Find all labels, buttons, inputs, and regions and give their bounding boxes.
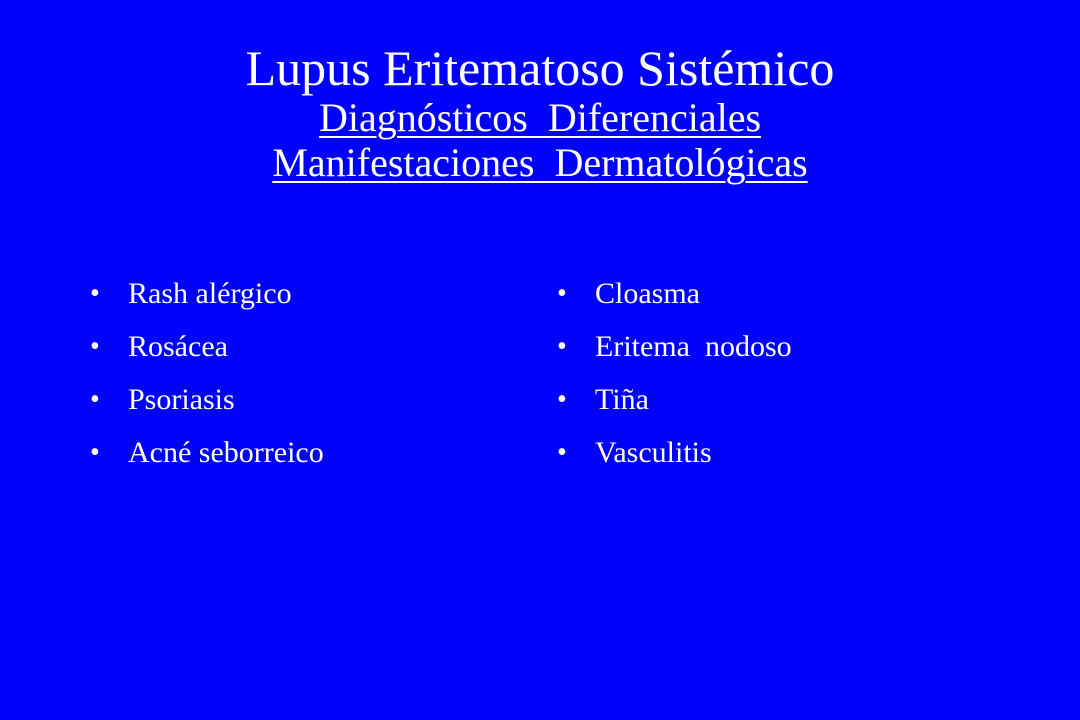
bullet-icon: • [557,278,567,309]
list-item [557,376,792,429]
bullet-icon: • [90,437,100,468]
list-item [90,270,324,323]
left-bullet-list [90,270,324,482]
slide-title: Lupus Eritematoso Sistémico [245,40,835,96]
list-item-text: Psoriasis [128,383,235,416]
subtitle-line-2: Manifestaciones Dermatológicas [272,139,808,185]
list-item [557,429,792,482]
list-item-text: Rosácea [128,330,228,363]
list-item-text: Acné seborreico [128,436,324,469]
list-item-text: Eritema nodoso [595,330,792,363]
list-item-text: Rash alérgico [128,277,292,310]
list-item [90,323,324,376]
bullet-icon: • [557,331,567,362]
list-item [90,376,324,429]
title-block [0,40,1080,186]
right-bullet-list [557,270,792,482]
bullet-icon: • [557,437,567,468]
bullet-icon: • [90,331,100,362]
list-item-text: Cloasma [595,277,700,310]
bullet-icon: • [90,278,100,309]
subtitle-line-1-wrapper [0,96,1080,141]
list-item-text: Vasculitis [595,436,712,469]
list-item [557,270,792,323]
list-item [557,323,792,376]
list-item [90,429,324,482]
subtitle-line-2-wrapper [0,141,1080,186]
subtitle-line-1: Diagnósticos Diferenciales [318,95,762,140]
bullet-icon: • [90,384,100,415]
list-item-text: Tiña [595,383,649,416]
bullet-icon: • [557,384,567,415]
